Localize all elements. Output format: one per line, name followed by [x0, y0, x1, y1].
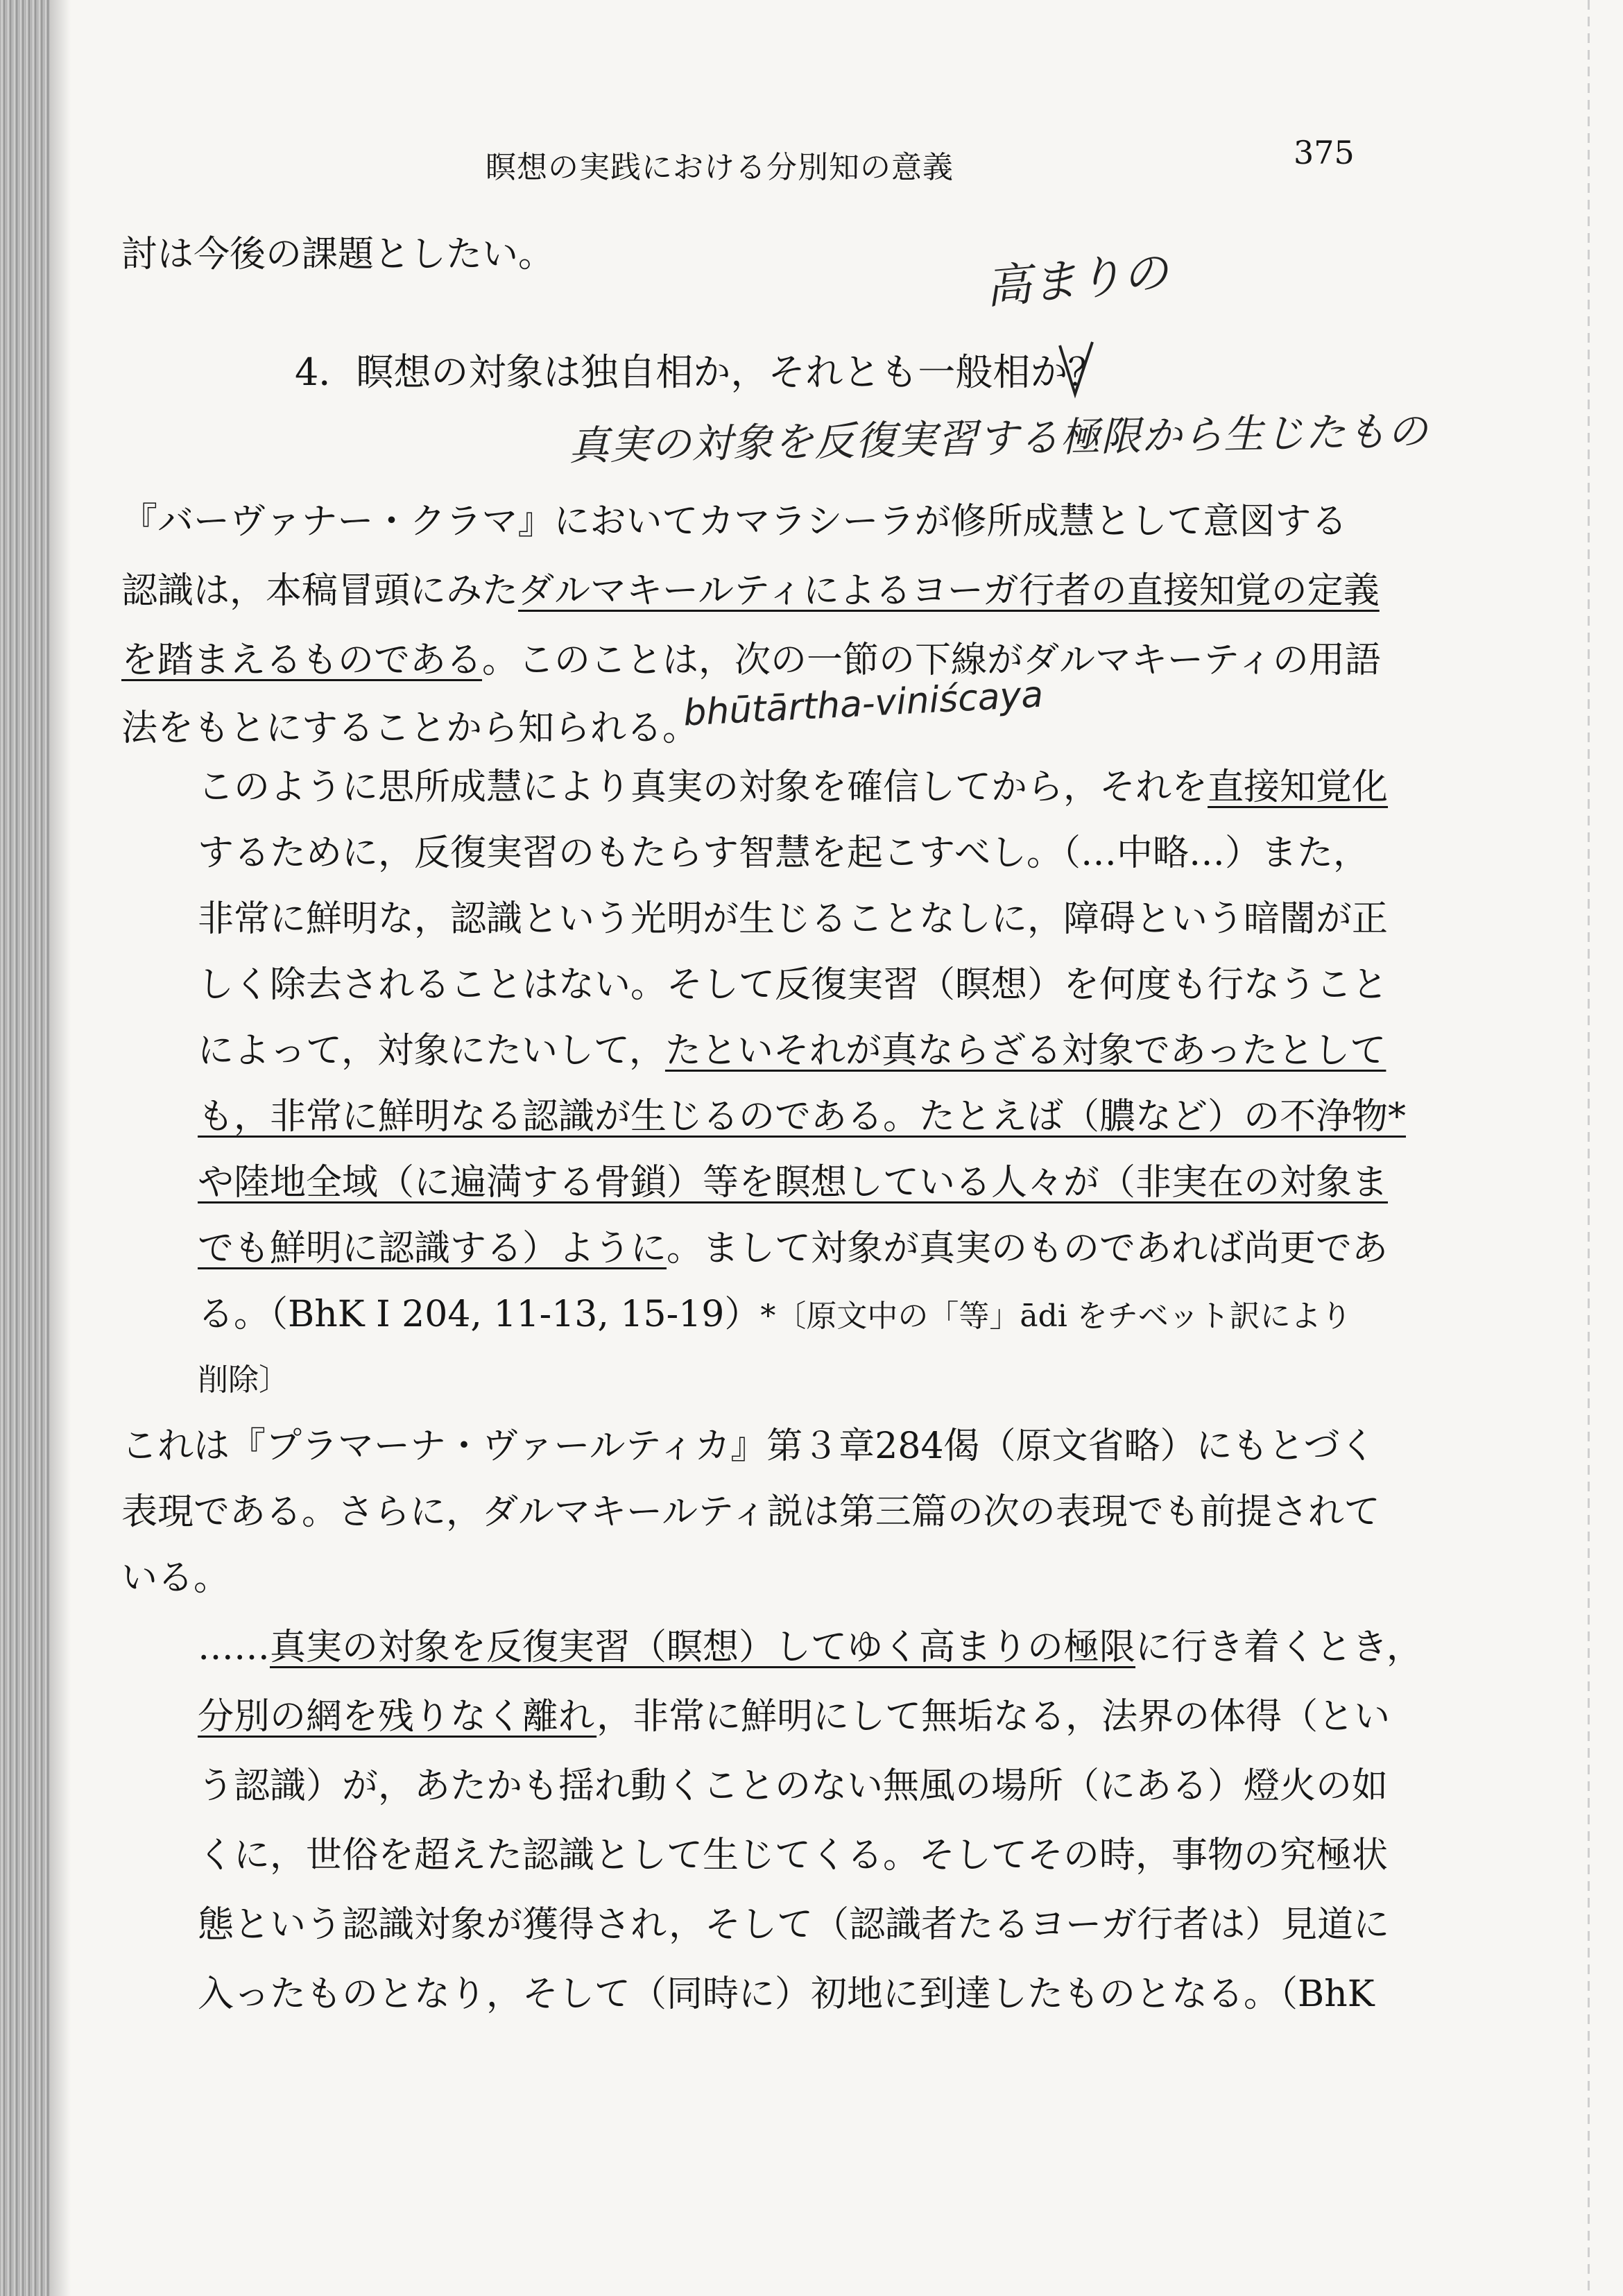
quote-line: や陸地全域（に遍満する骨鎖）等を瞑想している人々が（非実在の対象ま: [198, 1162, 1389, 1203]
quote-line: するために，反復実習のもたらす智慧を起こすべし。（…中略…）また，: [198, 832, 1369, 874]
underlined-text: たといそれが真ならざる対象であったとして: [664, 1030, 1386, 1072]
text-line: 『バーヴァナー・クラマ』においてカマラシーラが修所成慧として意図する: [121, 501, 1348, 542]
quote-line: 分別の網を残りなく離れ，非常に鮮明にして無垢なる，法界の体得（とい: [198, 1696, 1391, 1738]
quote-line: このように思所成慧により真実の対象を確信してから，それを直接知覚化: [198, 766, 1389, 808]
quote-line: 態という認識対象が獲得され，そして（認識者たるヨーガ行者は）見道に: [198, 1904, 1390, 1946]
underlined-text: ダルマキールティによるヨーガ行者の直接知覚の定義: [518, 570, 1380, 612]
text-line: これは『プラマーナ・ヴァールティカ』第３章284偈（原文省略）にもとづく: [121, 1425, 1376, 1467]
handwritten-insert-mark: [1054, 339, 1096, 401]
handwritten-annotation: bhūtārtha-viniścaya: [682, 674, 1045, 735]
text-line: を踏まえるものである。このことは，次の一節の下線がダルマキーティの用語: [121, 640, 1381, 681]
quote-line: ……真実の対象を反復実習（瞑想）してゆく高まりの極限に行き着くとき，: [198, 1627, 1423, 1668]
book-binding-shadow: [0, 0, 50, 2296]
scan-edge-mark: [1588, 0, 1590, 2296]
handwritten-annotation: 高まりの: [983, 245, 1171, 315]
underlined-text: 直接知覚化: [1208, 766, 1389, 808]
quote-line: 非常に鮮明な，認識という光明が生じることなしに，障碍という暗闇が正: [198, 898, 1389, 940]
quote-line: 入ったものとなり，そして（同時に）初地に到達したものとなる。（BhK: [198, 1973, 1375, 2015]
quote-line: も，非常に鮮明なる認識が生じるのである。たとえば（膿など）の不浄物*: [198, 1096, 1407, 1138]
text-line: 討は今後の課題としたい。: [121, 234, 555, 275]
quote-line: でも鮮明に認識する）ように。まして対象が真実のものであれば尚更であ: [198, 1228, 1389, 1269]
quote-line: 削除〕: [198, 1362, 289, 1398]
text-line: 法をもとにすることから知られる。: [121, 708, 699, 749]
handwritten-annotation: 真実の対象を反復実習する極限から生じたもの: [568, 407, 1429, 470]
text-line: 認識は，本稿冒頭にみたダルマキールティによるヨーガ行者の直接知覚の定義: [121, 570, 1380, 612]
gutter-shadow: [50, 0, 71, 2296]
running-header: 瞑想の実践における分別知の意義: [486, 150, 954, 185]
quote-line: によって，対象にたいして，たといそれが真ならざる対象であったとして: [198, 1030, 1386, 1072]
quote-line: う認識）が，あたかも揺れ動くことのない無風の場所（にある）燈火の如: [198, 1765, 1389, 1807]
quote-line: る。（BhK I 204, 11-13, 15-19）*〔原文中の「等」ādi をチベット訳により: [198, 1294, 1352, 1335]
underlined-text: 真実の対象を反復実習（瞑想）してゆく高まりの極限: [270, 1627, 1136, 1668]
quote-line: くに，世俗を超えた認識として生じてくる。そしてその時，事物の究極状: [198, 1835, 1389, 1876]
page-number: 375: [1294, 134, 1355, 171]
underlined-text: を踏まえるものである: [121, 640, 483, 681]
quote-line: しく除去されることはない。そして反復実習（瞑想）を何度も行なうこと: [198, 964, 1389, 1006]
underlined-text: でも鮮明に認識する）ように: [198, 1228, 667, 1269]
underlined-text: 分別の網を残りなく離れ: [198, 1696, 597, 1738]
text-line: 表現である。さらに，ダルマキールティ説は第三篇の次の表現でも前提されて: [121, 1491, 1380, 1533]
footnote-text: *〔原文中の「等」ādi をチベット訳により: [760, 1299, 1352, 1334]
section-heading: 4．瞑想の対象は独自相か，それとも一般相か？: [295, 350, 1106, 394]
text-line: いる。: [121, 1557, 230, 1599]
